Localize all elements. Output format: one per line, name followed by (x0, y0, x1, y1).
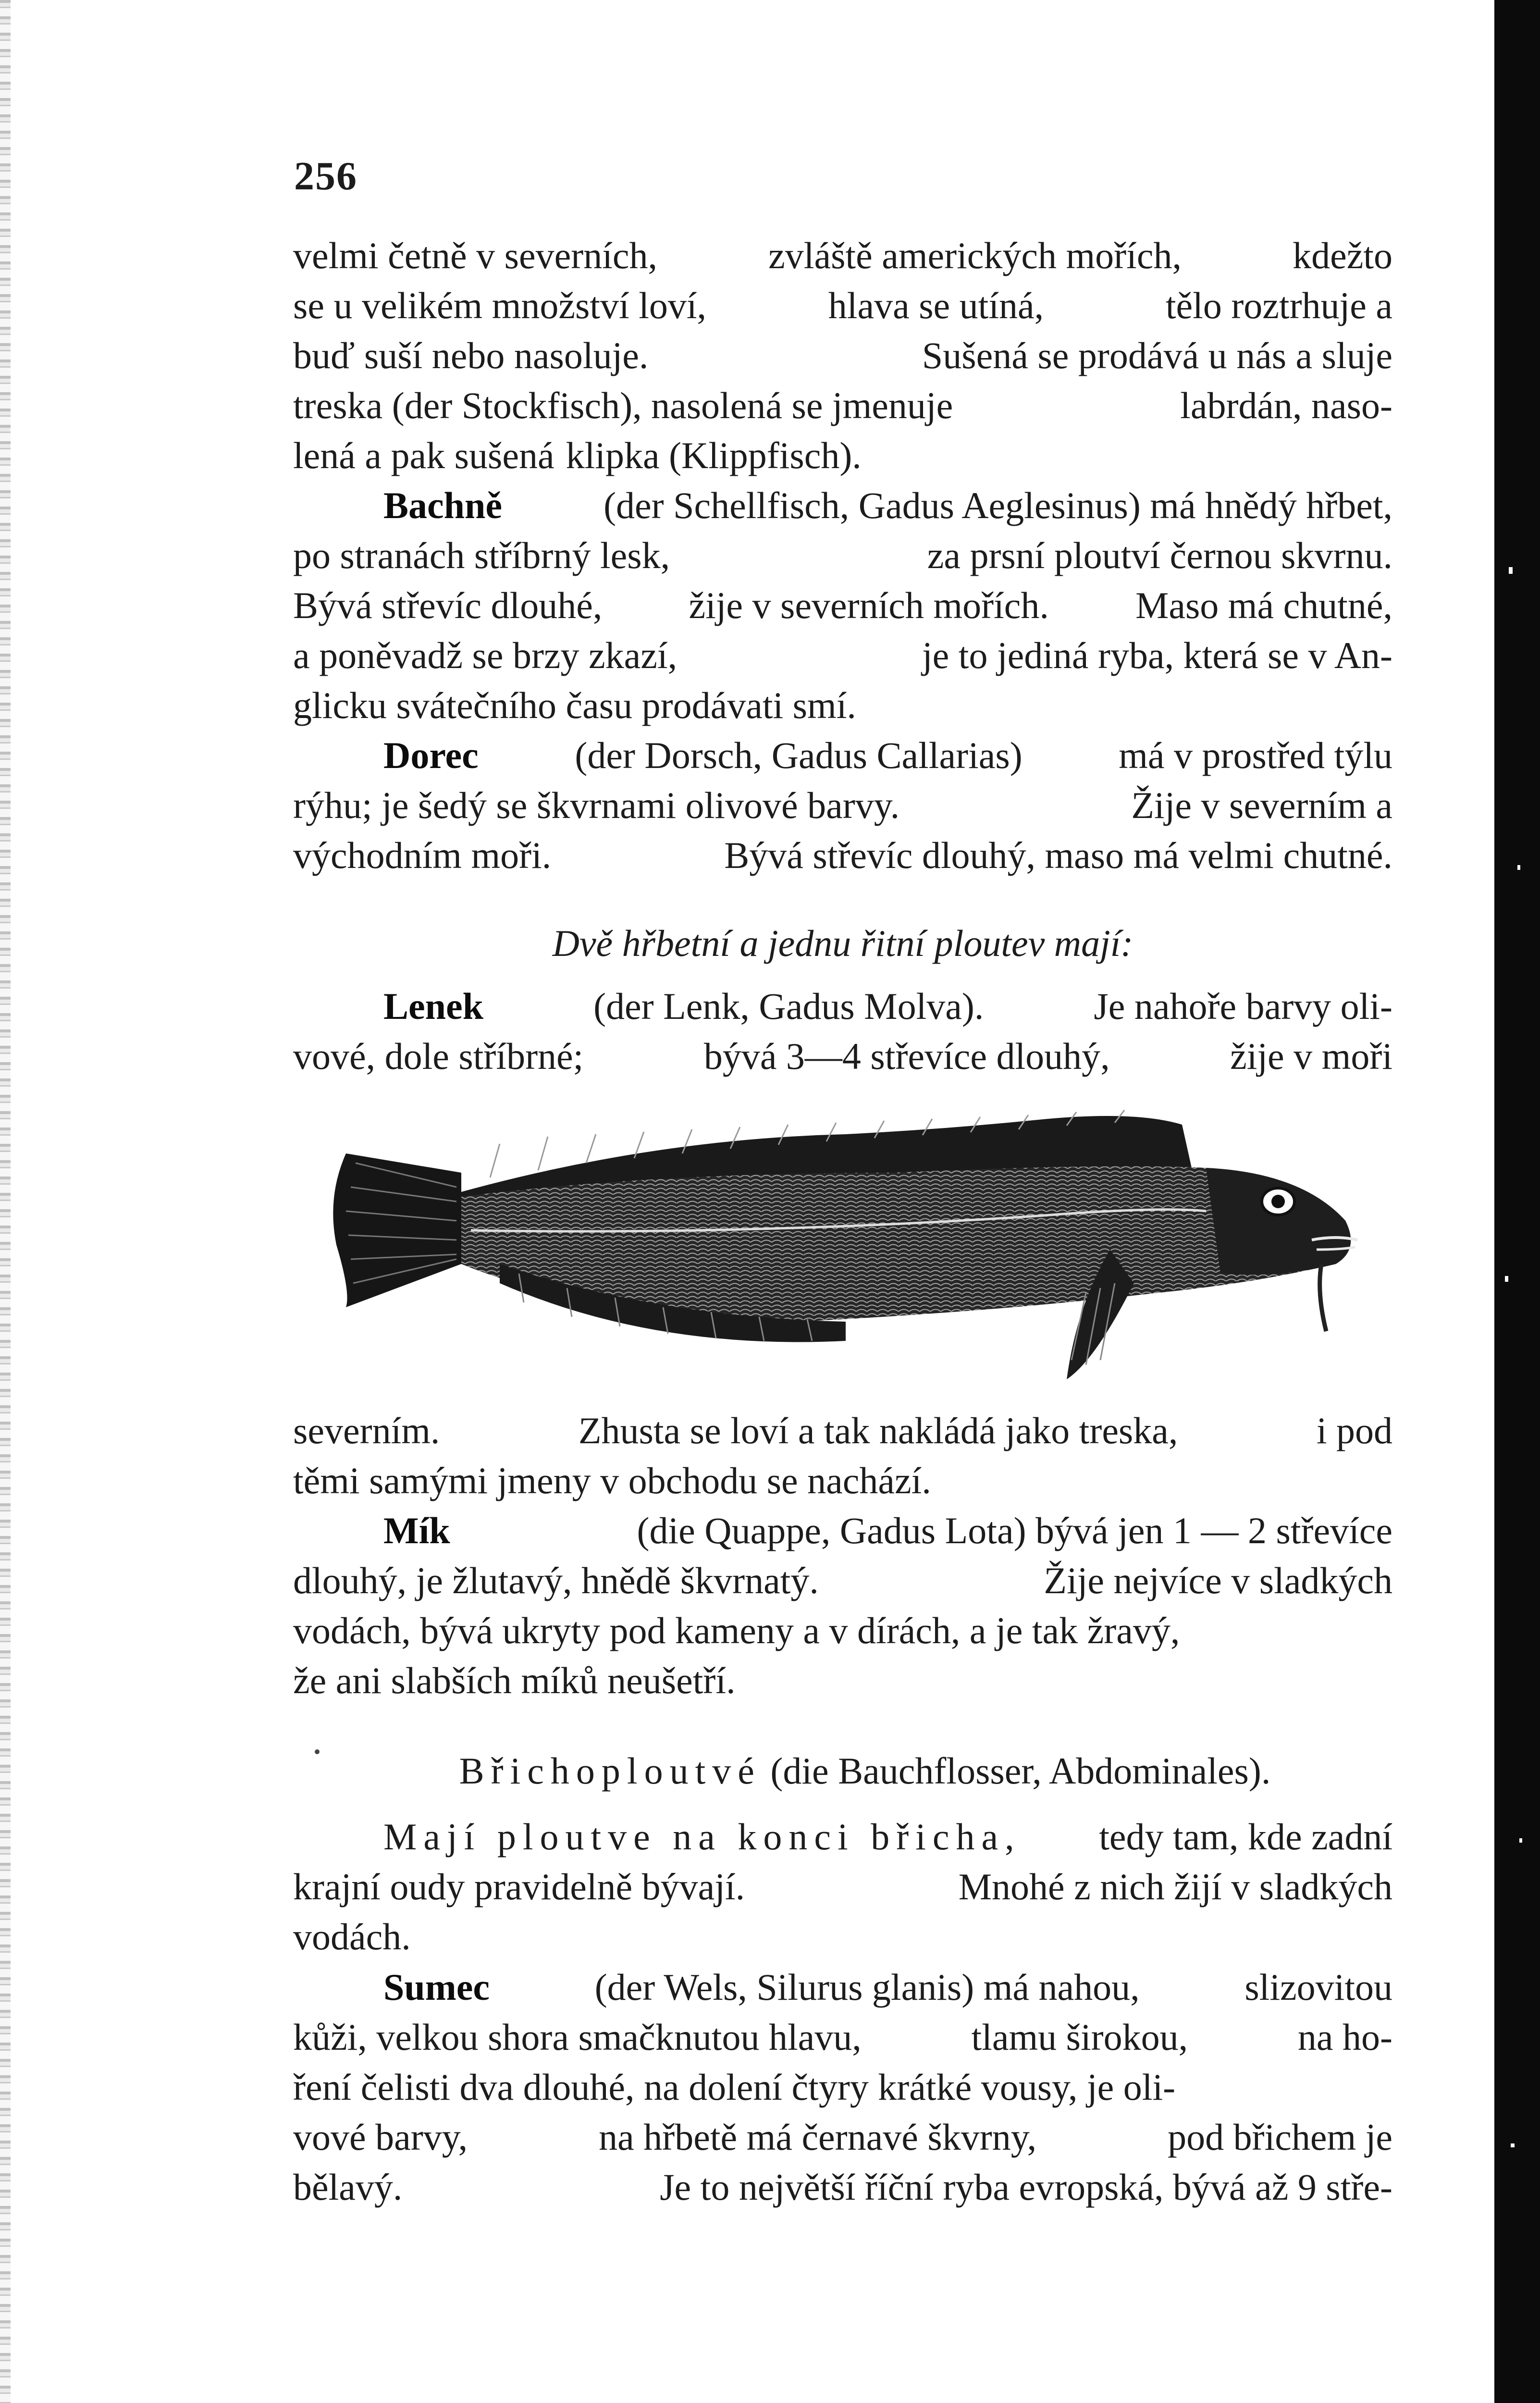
text-line: že ani slabších míků neušetří. (293, 1660, 736, 1701)
text-line: vodách. (293, 1916, 411, 1957)
paragraph-abdominales (293, 1812, 1392, 1962)
text-line: vové barvy, na hřbetě má černavé škvrny, pod břichem je (293, 2116, 1392, 2158)
paragraph-lenek-continued (293, 1406, 1392, 1506)
text-line: krajní oudy pravidelně bývají. Mnohé z nich žijí v sladkých (293, 1866, 1392, 1908)
text-line: Sumec (der Wels, Silurus glanis) má nahou, slizovitou (293, 1962, 1392, 2012)
text-line: treska (der Stockfisch), nasolená se jmenuje labrdán, naso- (293, 384, 1392, 426)
paragraph-mik (293, 1506, 1392, 1706)
text-line: vodách, bývá ukryty pod kameny a v dírách, a je tak žravý, (293, 1610, 1180, 1651)
text-line: Dorec (der Dorsch, Gadus Callarias) má v prostřed týlu (293, 731, 1392, 780)
print-speck (315, 1749, 320, 1754)
species-name: Mík (383, 1510, 450, 1551)
text-line: Bachně (der Schellfisch, Gadus Aeglesinus) má hnědý hřbet, (293, 481, 1392, 531)
text-line: severním. Zhusta se loví a tak nakládá jako treska, i pod (293, 1410, 1392, 1451)
text-line: po stranách stříbrný lesk, za prsní ploutví černou skvrnu. (293, 534, 1392, 576)
paragraph-dorec (293, 731, 1392, 880)
species-name: Lenek (383, 985, 484, 1027)
species-name: Sumec (383, 1966, 490, 2008)
text-line: východním moři. Bývá střevíc dlouhý, maso má velmi chutné. (293, 834, 1392, 876)
text-line: se u velikém množství loví, hlava se utíná, tělo roztrhuje a (293, 285, 1392, 326)
text-line: Mík (die Quappe, Gadus Lota) bývá jen 1 — 2 střevíce (293, 1506, 1392, 1556)
paragraph-bachne (293, 481, 1392, 731)
section-heading: Dvě hřbetní a jednu řitní ploutev mají: (552, 922, 1133, 964)
species-name: Bachně (383, 484, 503, 526)
text-line: bělavý. Je to největší říční ryba evropská, bývá až 9 stře- (293, 2166, 1392, 2208)
paragraph-sumec (293, 1962, 1392, 2212)
section-heading: Břichoploutvé (die Bauchflosser, Abdominales). (459, 1750, 1271, 1792)
page-number: 256 (294, 154, 357, 198)
text-line: lená a pak sušená klipka (Klippfisch). (293, 434, 862, 476)
text-line: glicku svátečního času prodávati smí. (293, 684, 856, 726)
scan-left-edge (0, 0, 11, 2403)
paragraph-cod (293, 231, 1392, 481)
text-line: buď suší nebo nasoluje. Sušená se prodává u nás a sluje (293, 334, 1392, 376)
text-line: těmi samými jmeny v obchodu se nachází. (293, 1460, 931, 1501)
species-name: Dorec (383, 734, 479, 776)
text-line: Bývá střevíc dlouhé, žije v severních mořích. Maso má chutné, (293, 584, 1392, 626)
text-line: a poněvadž se brzy zkazí, je to jediná ryba, která se v An- (293, 634, 1392, 676)
scan-border-right (1494, 0, 1540, 2403)
text-line: ření čelisti dva dlouhé, na dolení čtyry krátké vousy, je oli- (293, 2066, 1176, 2108)
paragraph-lenek (293, 981, 1392, 1081)
text-line: Lenek (der Lenk, Gadus Molva). Je nahoře barvy oli- (293, 981, 1392, 1031)
text-line: vové, dole stříbrné; bývá 3—4 střevíce dlouhý, žije v moři (293, 1035, 1392, 1077)
text-line: dlouhý, je žlutavý, hnědě škvrnatý. Žije nejvíce v sladkých (293, 1560, 1392, 1601)
text-line: velmi četně v severních, zvláště amerických mořích, kdežto (293, 235, 1392, 276)
fish-illustration (317, 1091, 1379, 1427)
text-line: Mají ploutve na konci břicha, tedy tam, kde zadní (383, 1816, 1392, 1858)
text-line: kůži, velkou shora smačknutou hlavu, tlamu širokou, na ho- (293, 2016, 1392, 2058)
text-line: rýhu; je šedý se škvrnami olivové barvy. Žije v severním a (293, 784, 1392, 826)
